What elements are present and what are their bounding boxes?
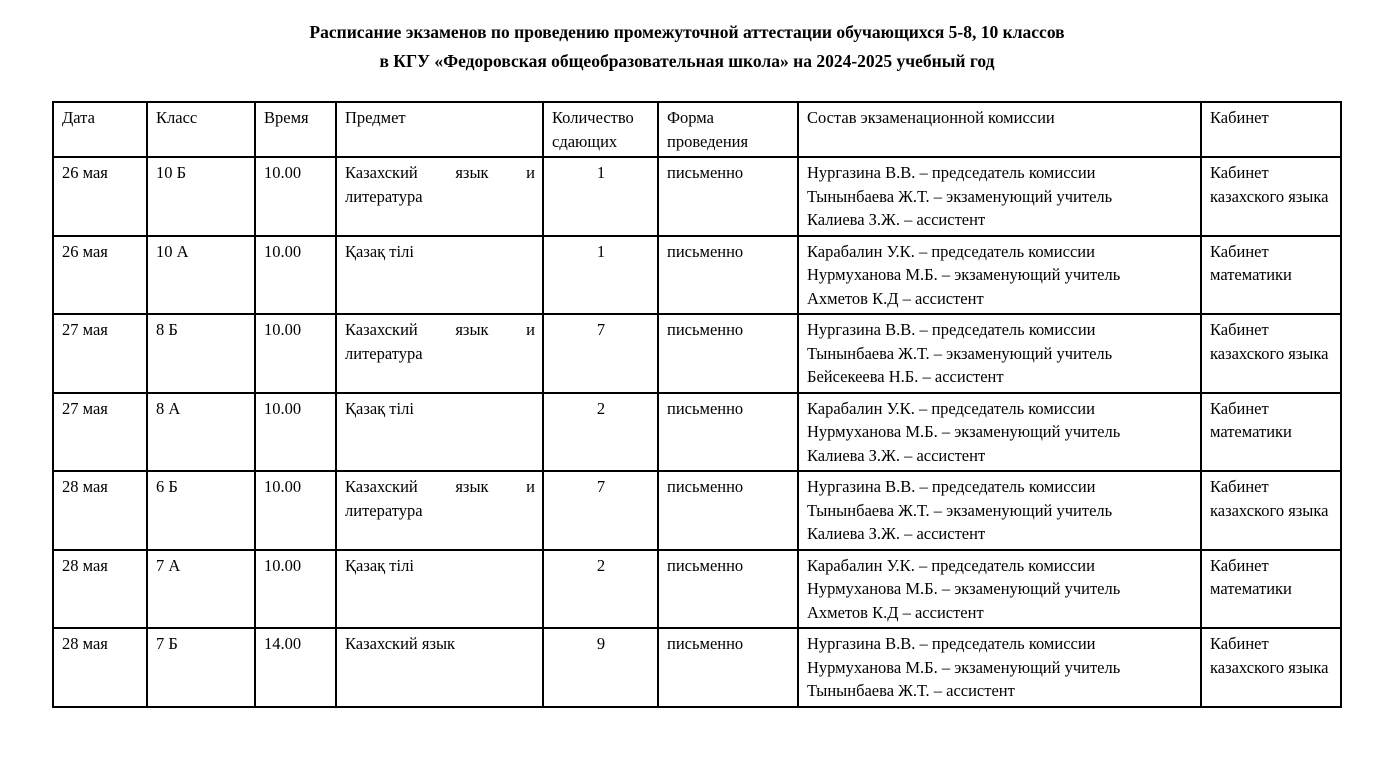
cell-count: 1 [543, 236, 658, 315]
table-row [53, 393, 1341, 472]
cell-form: письменно [658, 236, 798, 315]
commission-member: Нурмуханова М.Б. – экзаменующий учитель [807, 422, 1121, 441]
cell-time: 10.00 [255, 314, 336, 393]
commission-member: Карабалин У.К. – председатель комиссии [807, 398, 1095, 418]
col-header-date: Дата [53, 102, 147, 157]
cell-class: 10 А [147, 236, 255, 315]
cell-form: письменно [658, 314, 798, 393]
commission-member: Тынынбаева Ж.Т. – экзаменующий учитель [807, 186, 1113, 206]
col-header-time: Время [255, 102, 336, 157]
cell-room: Кабинет казахского языка [1201, 314, 1341, 393]
cell-form: письменно [658, 393, 798, 472]
commission-member: Карабалин У.К. – председатель комиссии [807, 241, 1095, 261]
cell-time: 10.00 [255, 236, 336, 315]
cell-commission [798, 550, 1201, 629]
cell-room: Кабинет казахского языка [1201, 157, 1341, 236]
cell-room: Кабинет математики [1201, 393, 1341, 472]
cell-room: Кабинет казахского языка [1201, 471, 1341, 550]
title-line-2: в КГУ «Федоровская общеобразовательная школа» на 2024-2025 учебный год [379, 51, 995, 71]
commission-member: Нургазина В.В. – председатель комиссии [807, 163, 1096, 182]
cell-room: Кабинет математики [1201, 550, 1341, 629]
cell-class: 8 А [147, 393, 255, 472]
cell-commission [798, 157, 1201, 236]
commission-member: Калиева З.Ж. – ассистент [807, 445, 986, 465]
cell-date: 28 мая [53, 628, 147, 707]
col-header-form: Форма проведения [658, 102, 798, 157]
cell-form: письменно [658, 471, 798, 550]
cell-time: 10.00 [255, 550, 336, 629]
table-row [53, 628, 1341, 707]
cell-subject: Қазақ тілі [336, 236, 543, 315]
cell-subject: Казахский язык [336, 628, 543, 707]
cell-class: 10 Б [147, 157, 255, 236]
cell-form: письменно [658, 550, 798, 629]
cell-room: Кабинет казахского языка [1201, 628, 1341, 707]
cell-time: 10.00 [255, 157, 336, 236]
cell-date: 27 мая [53, 314, 147, 393]
table-row [53, 157, 1341, 236]
title-line-1: Расписание экзаменов по проведению промежуточной аттестации обучающихся 5-8, 10 классов [309, 22, 1065, 42]
table-row [53, 314, 1341, 393]
col-header-class: Класс [147, 102, 255, 157]
cell-subject: Қазақ тілі [336, 550, 543, 629]
table-row [53, 471, 1341, 550]
cell-date: 28 мая [53, 471, 147, 550]
cell-commission [798, 393, 1201, 472]
cell-commission [798, 314, 1201, 393]
exam-schedule-table [52, 101, 1342, 708]
commission-member: Бейсекеева Н.Б. – ассистент [807, 367, 1004, 386]
cell-commission [798, 628, 1201, 707]
commission-member: Нургазина В.В. – председатель комиссии [807, 320, 1096, 339]
col-header-room: Кабинет [1201, 102, 1341, 157]
cell-commission [798, 236, 1201, 315]
commission-member: Калиева З.Ж. – ассистент [807, 210, 986, 229]
document-title [0, 0, 1374, 76]
commission-member: Тынынбаева Ж.Т. – экзаменующий учитель [807, 500, 1113, 520]
cell-count: 9 [543, 628, 658, 707]
col-header-commission: Состав экзаменационной комиссии [798, 102, 1201, 157]
table-row [53, 236, 1341, 315]
commission-member: Нургазина В.В. – председатель комиссии [807, 634, 1096, 653]
commission-member: Калиева З.Ж. – ассистент [807, 524, 986, 543]
commission-member: Нурмуханова М.Б. – экзаменующий учитель [807, 265, 1121, 284]
cell-count: 7 [543, 471, 658, 550]
cell-class: 7 А [147, 550, 255, 629]
col-header-count: Количество сдающих [543, 102, 658, 157]
cell-subject: Қазақ тілі [336, 393, 543, 472]
cell-date: 26 мая [53, 157, 147, 236]
commission-member: Нурмуханова М.Б. – экзаменующий учитель [807, 579, 1121, 598]
commission-member: Ахметов К.Д – ассистент [807, 602, 984, 622]
cell-commission [798, 471, 1201, 550]
cell-count: 2 [543, 550, 658, 629]
cell-date: 28 мая [53, 550, 147, 629]
table-row [53, 550, 1341, 629]
cell-form: письменно [658, 157, 798, 236]
cell-time: 10.00 [255, 471, 336, 550]
cell-subject: Казахский язык и литература [336, 314, 543, 393]
cell-class: 7 Б [147, 628, 255, 707]
cell-time: 10.00 [255, 393, 336, 472]
cell-count: 2 [543, 393, 658, 472]
cell-date: 27 мая [53, 393, 147, 472]
commission-member: Тынынбаева Ж.Т. – экзаменующий учитель [807, 343, 1113, 363]
commission-member: Тынынбаева Ж.Т. – ассистент [807, 681, 1015, 700]
cell-form: письменно [658, 628, 798, 707]
cell-time: 14.00 [255, 628, 336, 707]
cell-date: 26 мая [53, 236, 147, 315]
commission-member: Нургазина В.В. – председатель комиссии [807, 477, 1096, 496]
header-row [53, 102, 1341, 157]
commission-member: Ахметов К.Д – ассистент [807, 288, 984, 308]
cell-class: 6 Б [147, 471, 255, 550]
cell-count: 7 [543, 314, 658, 393]
cell-room: Кабинет математики [1201, 236, 1341, 315]
commission-member: Карабалин У.К. – председатель комиссии [807, 555, 1095, 575]
cell-subject: Казахский язык и литература [336, 157, 543, 236]
cell-subject: Казахский язык и литература [336, 471, 543, 550]
col-header-subject: Предмет [336, 102, 543, 157]
commission-member: Нурмуханова М.Б. – экзаменующий учитель [807, 657, 1121, 677]
cell-count: 1 [543, 157, 658, 236]
cell-class: 8 Б [147, 314, 255, 393]
